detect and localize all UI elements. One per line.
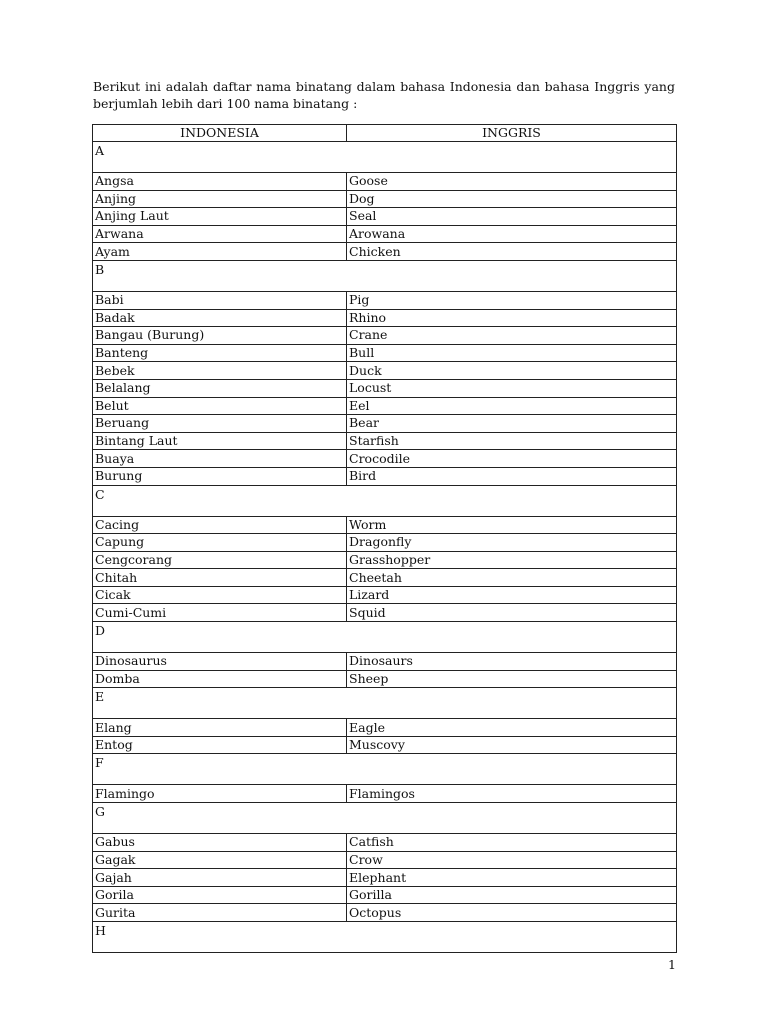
table-row: [93, 516, 677, 534]
indonesian-word: Dinosaurus: [93, 653, 347, 671]
english-word: Bird: [347, 467, 677, 485]
table-row: [93, 719, 677, 737]
section-letter: C: [93, 485, 677, 516]
table-body: [93, 142, 677, 953]
indonesian-word: Gabus: [93, 834, 347, 852]
indonesian-word: Gurita: [93, 904, 347, 922]
indonesian-word: Bintang Laut: [93, 432, 347, 450]
table-row: [93, 190, 677, 208]
english-word: Bear: [347, 415, 677, 433]
section-letter: F: [93, 754, 677, 785]
indonesian-word: Anjing: [93, 190, 347, 208]
indonesian-word: Chitah: [93, 569, 347, 587]
header-inggris: INGGRIS: [347, 125, 677, 142]
indonesian-word: Angsa: [93, 173, 347, 191]
table-row: [93, 534, 677, 552]
indonesian-word: Burung: [93, 467, 347, 485]
english-word: Lizard: [347, 586, 677, 604]
english-word: Duck: [347, 362, 677, 380]
table-row: [93, 450, 677, 468]
english-word: Octopus: [347, 904, 677, 922]
section-letter: H: [93, 922, 677, 953]
letter-section-row: [93, 688, 677, 719]
indonesian-word: Cacing: [93, 516, 347, 534]
section-letter: E: [93, 688, 677, 719]
english-word: Eel: [347, 397, 677, 415]
table-header-row: [93, 125, 677, 142]
table-row: [93, 869, 677, 887]
english-word: Eagle: [347, 719, 677, 737]
english-word: Pig: [347, 291, 677, 309]
letter-section-row: [93, 260, 677, 291]
english-word: Goose: [347, 173, 677, 191]
indonesian-word: Banteng: [93, 344, 347, 362]
english-word: Gorilla: [347, 886, 677, 904]
indonesian-word: Babi: [93, 291, 347, 309]
table-row: [93, 432, 677, 450]
table-row: [93, 904, 677, 922]
table-row: [93, 309, 677, 327]
letter-section-row: [93, 754, 677, 785]
table-row: [93, 327, 677, 345]
english-word: Elephant: [347, 869, 677, 887]
section-letter: B: [93, 260, 677, 291]
table-row: [93, 551, 677, 569]
english-word: Chicken: [347, 243, 677, 261]
english-word: Locust: [347, 379, 677, 397]
english-word: Catfish: [347, 834, 677, 852]
english-word: Flamingos: [347, 785, 677, 803]
table-row: [93, 243, 677, 261]
table-row: [93, 291, 677, 309]
indonesian-word: Flamingo: [93, 785, 347, 803]
letter-section-row: [93, 142, 677, 173]
header-indonesia: INDONESIA: [93, 125, 347, 142]
indonesian-word: Entog: [93, 736, 347, 754]
indonesian-word: Arwana: [93, 225, 347, 243]
table-row: [93, 834, 677, 852]
indonesian-word: Beruang: [93, 415, 347, 433]
table-row: [93, 397, 677, 415]
table-row: [93, 586, 677, 604]
section-letter: G: [93, 803, 677, 834]
english-word: Crow: [347, 851, 677, 869]
english-word: Squid: [347, 604, 677, 622]
table-row: [93, 379, 677, 397]
table-row: [93, 344, 677, 362]
section-letter: D: [93, 622, 677, 653]
english-word: Seal: [347, 208, 677, 226]
table-row: [93, 208, 677, 226]
english-word: Dinosaurs: [347, 653, 677, 671]
indonesian-word: Anjing Laut: [93, 208, 347, 226]
letter-section-row: [93, 485, 677, 516]
english-word: Crane: [347, 327, 677, 345]
indonesian-word: Bangau (Burung): [93, 327, 347, 345]
indonesian-word: Cengcorang: [93, 551, 347, 569]
table-row: [93, 851, 677, 869]
table-row: [93, 467, 677, 485]
english-word: Dragonfly: [347, 534, 677, 552]
table-row: [93, 173, 677, 191]
indonesian-word: Gajah: [93, 869, 347, 887]
indonesian-word: Gagak: [93, 851, 347, 869]
table-row: [93, 225, 677, 243]
table-row: [93, 886, 677, 904]
english-word: Arowana: [347, 225, 677, 243]
english-word: Sheep: [347, 670, 677, 688]
english-word: Bull: [347, 344, 677, 362]
table-row: [93, 362, 677, 380]
indonesian-word: Belalang: [93, 379, 347, 397]
english-word: Cheetah: [347, 569, 677, 587]
indonesian-word: Cicak: [93, 586, 347, 604]
indonesian-word: Badak: [93, 309, 347, 327]
table-row: [93, 415, 677, 433]
indonesian-word: Gorila: [93, 886, 347, 904]
indonesian-word: Capung: [93, 534, 347, 552]
intro-paragraph: Berikut ini adalah daftar nama binatang dalam bahasa Indonesia dan bahasa Inggris yang berjumlah lebih dari 100 nama binatang :: [93, 79, 675, 111]
english-word: Worm: [347, 516, 677, 534]
table-row: [93, 653, 677, 671]
letter-section-row: [93, 922, 677, 953]
indonesian-word: Buaya: [93, 450, 347, 468]
letter-section-row: [93, 622, 677, 653]
indonesian-word: Cumi-Cumi: [93, 604, 347, 622]
letter-section-row: [93, 803, 677, 834]
english-word: Muscovy: [347, 736, 677, 754]
table-row: [93, 569, 677, 587]
table-row: [93, 736, 677, 754]
indonesian-word: Bebek: [93, 362, 347, 380]
section-letter: A: [93, 142, 677, 173]
english-word: Rhino: [347, 309, 677, 327]
indonesian-word: Elang: [93, 719, 347, 737]
indonesian-word: Belut: [93, 397, 347, 415]
english-word: Crocodile: [347, 450, 677, 468]
page-number: 1: [668, 957, 676, 972]
table-row: [93, 670, 677, 688]
animal-vocabulary-table: [92, 124, 677, 953]
english-word: Grasshopper: [347, 551, 677, 569]
english-word: Starfish: [347, 432, 677, 450]
table-row: [93, 785, 677, 803]
table-row: [93, 604, 677, 622]
indonesian-word: Ayam: [93, 243, 347, 261]
indonesian-word: Domba: [93, 670, 347, 688]
english-word: Dog: [347, 190, 677, 208]
